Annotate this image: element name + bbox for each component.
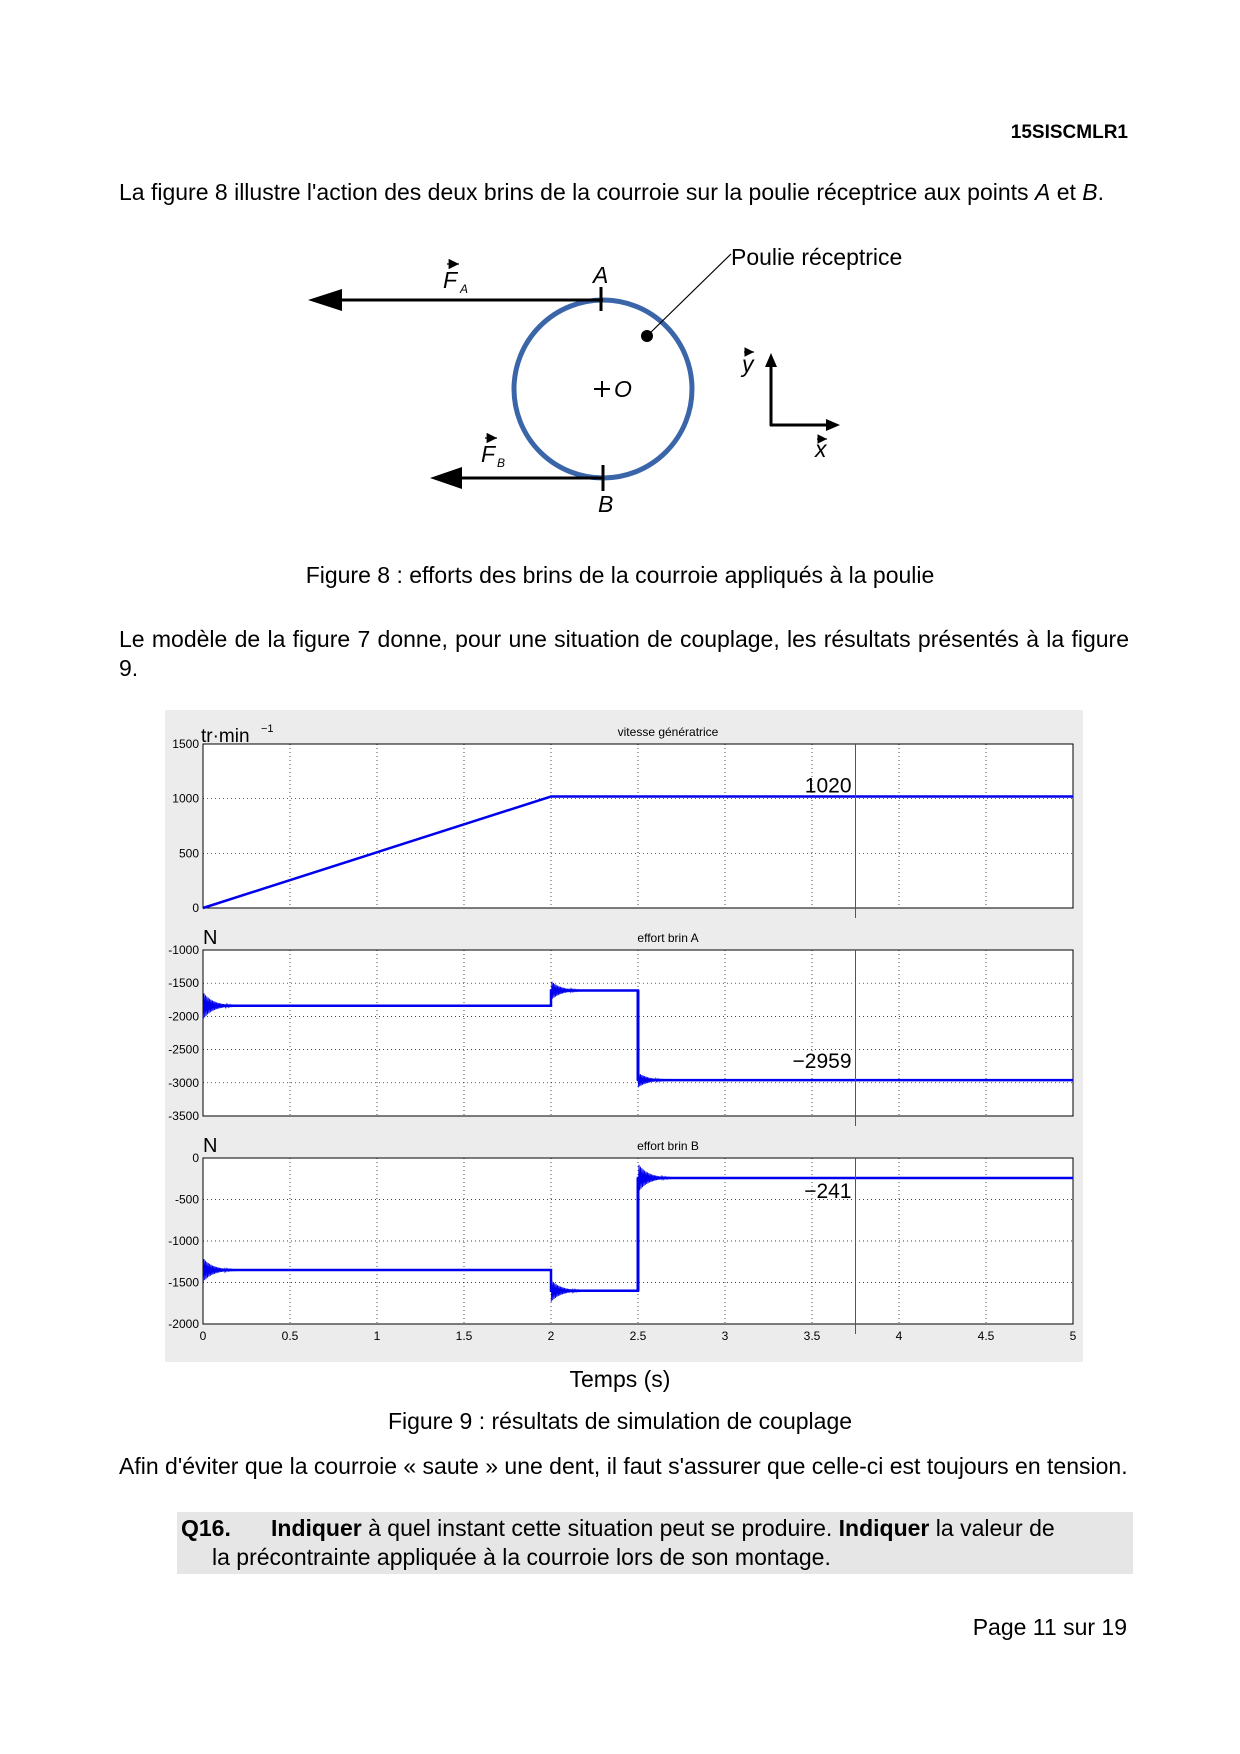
question-verb-1: Indiquer	[271, 1515, 362, 1541]
force-a-arrowhead	[308, 289, 342, 311]
y-tick-label: 1000	[172, 791, 199, 806]
center-label: O	[614, 376, 632, 402]
force-a-symbol: F	[443, 267, 458, 293]
data-annotation: −2959	[792, 1050, 852, 1074]
figure-9-xlabel: Temps (s)	[569, 1366, 671, 1392]
x-tick-label: 1	[373, 1329, 381, 1343]
y-tick-label: -2500	[168, 1042, 199, 1057]
intro-text: La figure 8 illustre l'action des deux brins de la courroie sur la poulie réceptrice aux points	[119, 179, 1029, 205]
x-tick-label: 3	[721, 1329, 729, 1343]
y-tick-label: -1500	[168, 976, 199, 991]
figure-9-chart	[165, 710, 1083, 1362]
intro-and: et	[1056, 179, 1076, 205]
force-b-subscript: B	[497, 456, 506, 470]
page-number: Page 11 sur 19	[972, 1614, 1127, 1640]
intro-point-b: B	[1082, 179, 1098, 205]
force-b-arrowhead	[430, 467, 462, 489]
point-b-label: B	[598, 491, 614, 517]
y-unit-label: tr·min	[201, 726, 250, 747]
data-annotation: 1020	[804, 774, 852, 798]
axis-x-label: x	[815, 436, 827, 462]
x-tick-label: 2	[547, 1329, 555, 1343]
force-a-subscript: A	[460, 282, 469, 296]
point-a-label: A	[593, 262, 609, 288]
y-tick-label: -2000	[168, 1317, 199, 1331]
y-tick-label: 1500	[172, 737, 199, 751]
pulley-label-leader	[647, 254, 731, 336]
force-b-symbol: F	[481, 441, 496, 467]
x-tick-label: 1.5	[455, 1329, 473, 1343]
figure-8-caption: Figure 8 : efforts des brins de la courroie appliqués à la poulie	[305, 562, 935, 588]
y-tick-label: -500	[174, 1192, 199, 1207]
question-block	[177, 1512, 1133, 1574]
question-line-1	[181, 1514, 1129, 1543]
intro-paragraph	[119, 178, 1129, 207]
x-tick-label: 0	[199, 1329, 207, 1343]
figure-9-caption: Figure 9 : résultats de simulation de couplage	[387, 1408, 853, 1434]
y-tick-label: -1000	[168, 943, 199, 957]
question-line-2: la précontrainte appliquée à la courroie lors de son montage.	[212, 1544, 831, 1570]
panel-title: effort brin A	[637, 931, 699, 945]
document-code: 15SISCMLR1	[1010, 122, 1128, 143]
question-verb-2: Indiquer	[838, 1515, 930, 1541]
x-tick-label: 2.5	[629, 1329, 647, 1343]
y-tick-label: -1000	[168, 1234, 199, 1248]
y-tick-label: -3500	[168, 1109, 199, 1123]
y-tick-label: -3000	[168, 1075, 199, 1090]
y-tick-label: -1500	[168, 1275, 199, 1290]
panel-title: vitesse génératrice	[617, 725, 719, 739]
y-tick-label: 500	[178, 846, 199, 861]
paragraph-3: Afin d'éviter que la courroie « saute » une dent, il faut s'assurer que celle-ci est toujours en tension.	[119, 1453, 1128, 1479]
y-tick-label: -2000	[168, 1009, 199, 1024]
paragraph-2: Le modèle de la figure 7 donne, pour une situation de couplage, les résultats présentés à la figure 9.	[119, 626, 1129, 681]
intro-point-a: A	[1034, 179, 1051, 205]
pulley-label: Poulie réceptrice	[731, 244, 903, 270]
x-tick-label: 3.5	[803, 1329, 821, 1343]
axis-y-arrowhead	[765, 353, 777, 367]
y-tick-label: 0	[192, 901, 199, 915]
question-text-1: à quel instant cette situation peut se produire.	[361, 1515, 839, 1541]
x-tick-label: 0.5	[281, 1329, 299, 1343]
axis-x-arrowhead	[826, 419, 840, 431]
axis-y-label: y	[742, 351, 754, 377]
x-tick-label: 4.5	[977, 1329, 995, 1343]
question-number: Q16.	[181, 1515, 231, 1541]
figure-8-diagram	[0, 240, 1240, 530]
panel-title: effort brin B	[637, 1139, 699, 1153]
x-tick-label: 5	[1069, 1329, 1077, 1343]
y-unit-label: N	[203, 927, 218, 949]
x-tick-label: 4	[895, 1329, 903, 1343]
question-text-2: la valeur de	[929, 1515, 1055, 1541]
y-unit-exponent: −1	[261, 723, 274, 735]
data-annotation: −241	[804, 1180, 852, 1204]
y-unit-label: N	[203, 1135, 218, 1157]
y-tick-label: 0	[192, 1151, 199, 1165]
intro-end: .	[1097, 179, 1104, 205]
